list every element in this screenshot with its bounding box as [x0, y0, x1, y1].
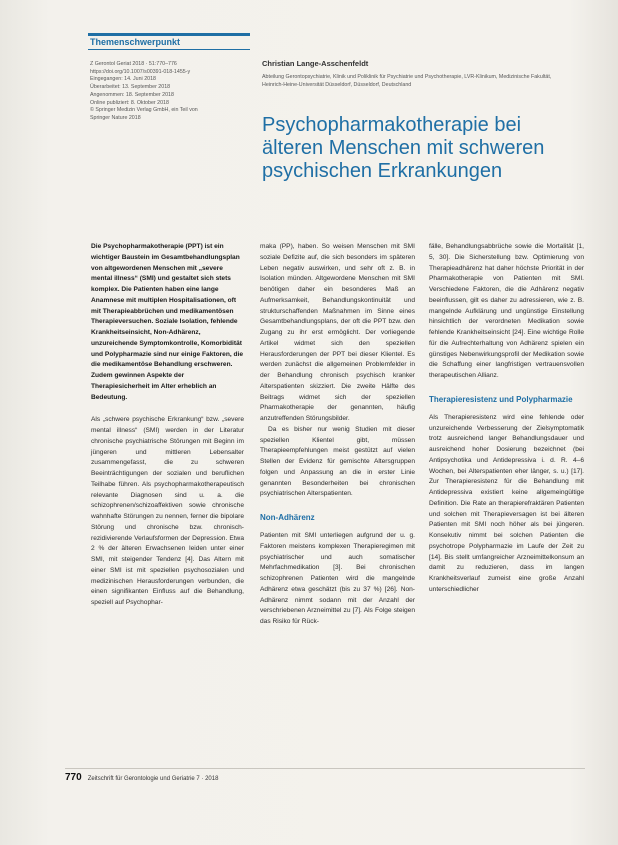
meta-line: Online publiziert: 8. Oktober 2018: [90, 99, 169, 106]
column-left: [91, 242, 244, 609]
page-footer: [65, 772, 218, 783]
body-paragraph: Da es bisher nur wenig Studien mit dieser speziellen Klientel gibt, müssen Therapieempfehlungen meist gestützt auf vielen Stellen der Evidenz für gemischte Altersgruppen folgen und Anpassung an die in erster Linie genannten Besonderheiten bei chronischen psychiatrischen Alterspatienten.: [260, 425, 415, 498]
section-heading-therapy-resistance: Therapieresistenz und Polypharmazie: [429, 394, 573, 404]
meta-line: Springer Nature 2018: [90, 114, 141, 121]
abstract: Die Psychopharmakotherapie (PPT) ist ein wichtiger Baustein im Gesamtbehandlungsplan von altgewordenen Menschen mit „severe mental illness“ (SMI) und gestaltet sich stets komplex. Die Patienten haben eine lange Anamnese mit multiplen Hospitalisationen, oft mit Therapieabbrüchen und medikamentösen Therapieversuchen. Soziale Isolation, fehlende Krankheitseinsicht, Non-Adhärenz, unzureichende Symptomkontrolle, Komorbidität und Polypharmazie sind nur einige Faktoren, die die medikamentöse Behandlung erschweren. Zudem gewinnen Aspekte der Therapiesicherheit im Alter erheblich an Bedeutung.: [91, 243, 244, 401]
section-heading-non-adherence: Non-Adhärenz: [260, 513, 315, 522]
page-number: 770: [65, 772, 82, 783]
column-right: [429, 242, 584, 596]
column-middle: [260, 242, 415, 628]
author-name: Christian Lange-Asschenfeldt: [262, 59, 369, 68]
body-paragraph: Patienten mit SMI unterliegen aufgrund der u. g. Faktoren meistens komplexen Therapieregimen mit psychiatrischer und auch somatischer Mehrfachmedikation [3]. Bei chronischen schizophrenen Patienten wird die mangelnde Adhärenz etwa geschätzt (bis zu 37 %) [26]. Non-Adhärenz nimmt sodann mit der Anzahl der verschriebenen Arzneimittel zu [7]. Als Folge steigen das Risiko für Rück-: [260, 532, 415, 625]
footer-divider: [65, 768, 585, 769]
meta-line: Eingegangen: 14. Juni 2018: [90, 76, 156, 83]
author-affiliation: Abteilung Gerontopsychiatrie, Klinik und Poliklinik für Psychiatrie und Psychotherapie, LVR-Klinikum, Medizinische Fakultät, Heinrich-Heine-Universität Düsseldorf, Düsseldorf, Deutschland: [262, 74, 552, 88]
article-title: Psychopharmakotherapie bei älteren Menschen mit schweren psychischen Erkrankungen: [262, 114, 545, 182]
meta-line: https://doi.org/10.1007/s00391-018-1455-y: [90, 68, 191, 75]
article-metadata: [90, 61, 260, 123]
meta-line: Z Gerontol Geriat 2018 · 51:770–776: [90, 61, 177, 67]
section-label: Themenschwerpunkt: [88, 33, 250, 50]
meta-line: © Springer Medizin Verlag GmbH, ein Teil von: [90, 107, 198, 114]
meta-line: Überarbeitet: 13. September 2018: [90, 84, 171, 91]
body-paragraph: Als Therapieresistenz wird eine fehlende oder unzureichende Verbesserung der Zielsymptomatik trotz ausreichend langer Behandlungsdauer und ausreichend hoher Dosierung bezeichnet (bei Antipsychotika und Antidepressiva i. d. R. 4–6 Wochen, bei Alterspatienten eher länger, s. u.) [17]. Zur Therapieresistenz für die Behandlung mit Antidepressiva existiert keine allgemeingültige Definition. Die Rate an therapierefraktären Patienten und solchen mit Therapieversagen ist bei älteren Patienten mit SMI noch höher als bei jüngeren. Konsekutiv nimmt bei solchen Patienten die psychotrope Polypharmazie im Laufe der Zeit zu [14]. Bis stellt umfangreicher Arzneimittelkonsum an damit zu reduzieren, dass im langen Krankheitsverlauf zumeist eine große Anzahl unterschiedlicher: [429, 413, 584, 593]
body-paragraph: fälle, Behandlungsabbrüche sowie die Mortalität [1, 5, 30]. Die Sicherstellung bzw. Optimierung von Therapieadhärenz hat daher höchste Priorität in der Pharmakotherapie von Patienten mit SMI. Verschiedene Faktoren, die die Adhärenz negativ beeinflussen, gilt es daher zu adressieren, wie z. B. mangelnde Aufklärung und ungünstige Einstellung hinsichtlich der verordneten Medikation sowie fehlende Krankheitseinsicht [24]. Eine wichtige Rolle für die Aufrechterhaltung von Adhärenz spielen ein günstiges Nebenwirkungsprofil der Medikation sowie die Schaffung einer langfristigen vertrauensvollen therapeutischen Allianz.: [429, 243, 584, 379]
body-paragraph: maka (PP), haben. So weisen Menschen mit SMI soziale Defizite auf, die sich besonders im späteren Leben negativ auswirken, und sehr oft z. B. in Isolation münden. Altgewordene Menschen mit SMI benötigen daher ein besonderes Maß an Aufmerksamkeit, Behandlungskontinuität und strukturschaffenden Maßnahmen im Sinne eines Gesamtbehandlungsplans, der oft die PPT bzw. den Zugang zu ihr erst ermöglicht. Der vorliegende Artikel widmet sich den speziellen Herausforderungen der PPT bei dieser Klientel. Es werden zunächst die allgemeinen Problemfelder in der Behandlung chronisch psychisch kranker Alterspatienten skizziert. Die zweite Hälfte des Beitrags widmet sich der speziellen Pharmakotherapie der genannten, häufig anzutreffenden Störungsbilder.: [260, 243, 415, 422]
journal-name: Zeitschrift für Gerontologie und Geriatrie 7 · 2018: [87, 776, 219, 782]
meta-line: Angenommen: 18. September 2018: [90, 91, 174, 98]
body-paragraph: Als „schwere psychische Erkrankung“ bzw. „severe mental illness“ (SMI) werden in der Literatur chronische psychiatrische Störungen mit Beginn im jüngeren und mittleren Lebensalter zusammengefasst, die zu schweren Beeinträchtigungen der sozialen und beruflichen Teilhabe führen. Als psychopharmakotherapeutisch relevante Diagnosen sind u. a. die schizophrenen/schizoaffektiven sowie chronische wahnhafte Störungen zu nennen, ferner die bipolare Störung und chronische bzw. chronisch-rezidivierende Verlaufsformen der Depression. Etwa 2 % der älteren Erwachsenen leiden unter einer SMI, mit steigender Tendenz [4]. Das Altern mit einer SMI ist mit speziellen psychosozialen und medizinischen Herausforderungen verbunden, die einen signifikanten Einfluss auf die Behandlung, speziell auf Psychophar-: [91, 416, 244, 606]
